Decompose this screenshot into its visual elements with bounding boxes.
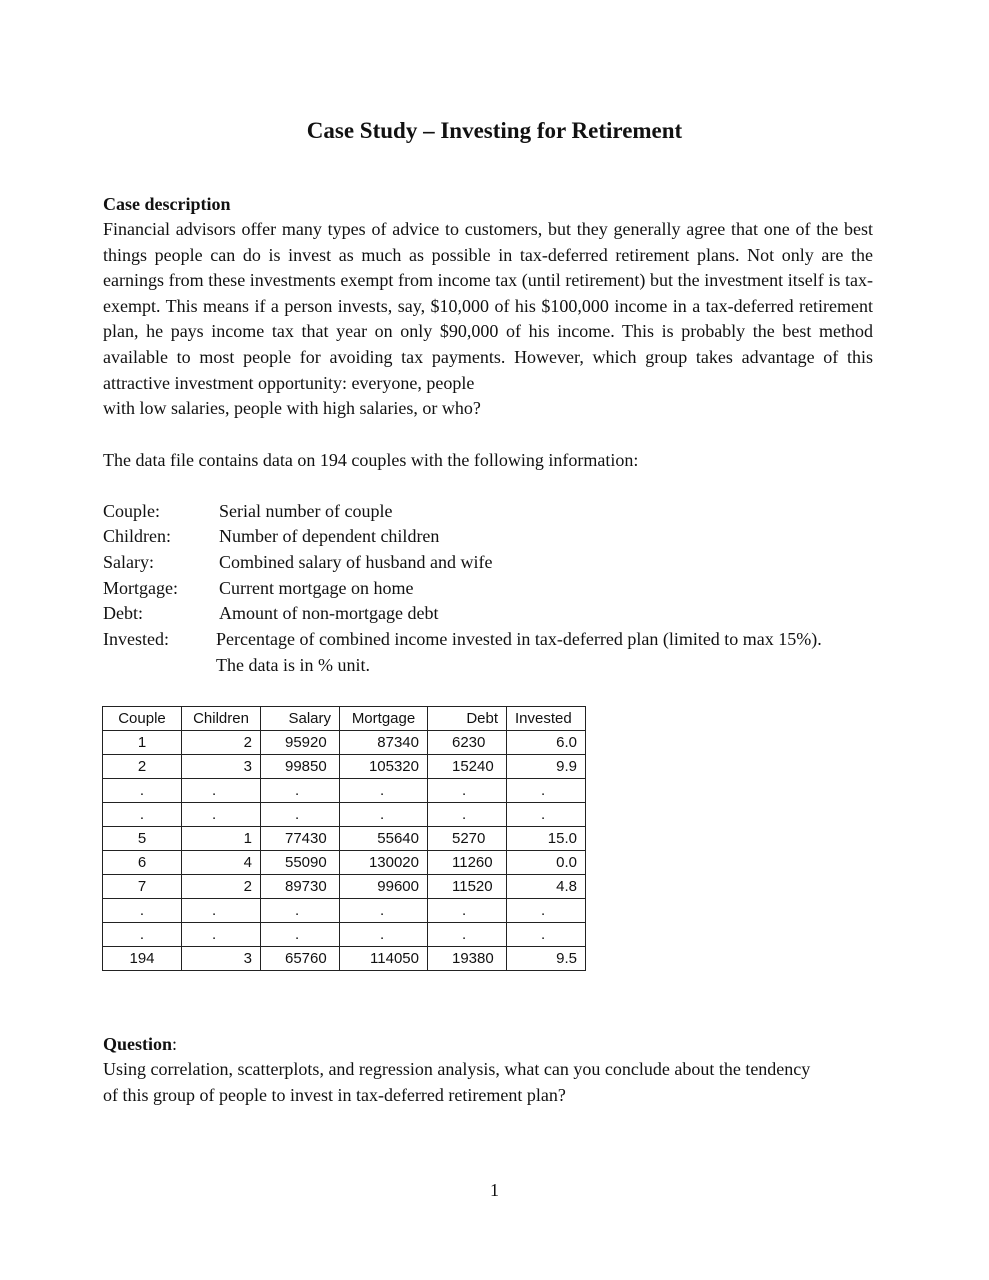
table-cell: 2 <box>103 755 182 779</box>
case-description-heading: Case description <box>103 194 231 214</box>
table-cell: . <box>507 779 586 803</box>
table-cell: 15.0 <box>507 827 586 851</box>
case-description-paragraph <box>103 217 873 422</box>
table-cell: 95920 <box>261 731 340 755</box>
table-cell: 4.8 <box>507 875 586 899</box>
definition-desc: Serial number of couple <box>219 501 393 521</box>
table-cell: . <box>182 899 261 923</box>
question-text-last-line: of this group of people to invest in tax-deferred retirement plan? <box>103 1084 566 1105</box>
table-cell: 55090 <box>261 851 340 875</box>
table-cell: . <box>507 803 586 827</box>
table-row <box>103 755 586 779</box>
table-row-ellipsis <box>103 803 586 827</box>
table-cell: . <box>182 779 261 803</box>
table-row <box>103 827 586 851</box>
page-number: 1 <box>490 1180 499 1200</box>
table-cell: 87340 <box>340 731 428 755</box>
table-cell: 77430 <box>261 827 340 851</box>
table-cell: 114050 <box>340 947 428 971</box>
definition-desc: Amount of non-mortgage debt <box>219 603 439 623</box>
table-cell: 3 <box>182 947 261 971</box>
table-row <box>103 947 586 971</box>
table-cell: 3 <box>182 755 261 779</box>
table-cell: 5270 <box>428 827 507 851</box>
table-cell: 6.0 <box>507 731 586 755</box>
table-cell: 0.0 <box>507 851 586 875</box>
table-cell: . <box>261 923 340 947</box>
data-table <box>102 706 586 971</box>
question-text: Using correlation, scatterplots, and regression analysis, what can you conclude about the tendency <box>103 1059 811 1079</box>
table-row-ellipsis <box>103 779 586 803</box>
table-cell: . <box>261 779 340 803</box>
definition-term: Children: <box>103 526 171 546</box>
table-cell: . <box>428 899 507 923</box>
definition-desc: Number of dependent children <box>219 526 440 546</box>
table-cell: 89730 <box>261 875 340 899</box>
question-paragraph <box>103 1057 873 1108</box>
definition-desc: Current mortgage on home <box>219 578 414 598</box>
definition-desc: Percentage of combined income invested in tax-deferred plan (limited to max 15%). <box>216 629 822 649</box>
table-cell: 1 <box>103 731 182 755</box>
table-cell: . <box>103 803 182 827</box>
table-cell: . <box>182 803 261 827</box>
column-header-mortgage: Mortgage <box>340 707 428 731</box>
table-cell: 6230 <box>428 731 507 755</box>
table-row-ellipsis <box>103 923 586 947</box>
column-header-debt: Debt <box>428 707 507 731</box>
table-cell: . <box>103 899 182 923</box>
table-cell: 6 <box>103 851 182 875</box>
table-cell: 99850 <box>261 755 340 779</box>
table-cell: . <box>103 923 182 947</box>
table-cell: . <box>340 803 428 827</box>
table-cell: 55640 <box>340 827 428 851</box>
table-cell: . <box>182 923 261 947</box>
question-heading-line <box>103 1032 177 1057</box>
column-header-couple: Couple <box>103 707 182 731</box>
table-cell: 2 <box>182 731 261 755</box>
column-header-children: Children <box>182 707 261 731</box>
table-cell: . <box>507 899 586 923</box>
table-cell: . <box>428 803 507 827</box>
table-cell: 2 <box>182 875 261 899</box>
table-cell: . <box>428 779 507 803</box>
table-cell: 4 <box>182 851 261 875</box>
column-header-salary: Salary <box>261 707 340 731</box>
document-title: Case Study – Investing for Retirement <box>306 118 683 143</box>
table-cell: 194 <box>103 947 182 971</box>
table-cell: . <box>340 899 428 923</box>
definition-term: Invested: <box>103 629 169 649</box>
table-cell: . <box>103 779 182 803</box>
table-cell: . <box>340 923 428 947</box>
question-heading: Question <box>103 1034 173 1054</box>
table-cell: 5 <box>103 827 182 851</box>
case-description-body: Financial advisors offer many types of advice to customers, but they generally agree that one of the best things people can do is invest as much as possible in tax-deferred retirement plans. Not only are the earnings from these investments exempt from income tax (until retirement) but the investment itself is tax-exempt. This means if a person invests, say, $10,000 of his $100,000 income in a tax-deferred retirement plan, he pays income tax that year on only $90,000 of his income. This is probably the best method available to most people for avoiding tax payments. However, which group takes advantage of this attractive investment opportunity: everyone, people <box>103 219 873 393</box>
table-cell: . <box>261 803 340 827</box>
table-cell: 1 <box>182 827 261 851</box>
table-cell: 15240 <box>428 755 507 779</box>
table-row-ellipsis <box>103 899 586 923</box>
table-cell: 11520 <box>428 875 507 899</box>
table-cell: 65760 <box>261 947 340 971</box>
case-description-last-line: with low salaries, people with high salaries, or who? <box>103 398 481 419</box>
table-cell: . <box>340 779 428 803</box>
table-cell: 7 <box>103 875 182 899</box>
question-colon: : <box>172 1034 178 1054</box>
column-header-invested: Invested <box>507 707 586 731</box>
definition-term: Debt: <box>103 603 143 623</box>
definition-term: Mortgage: <box>103 578 178 598</box>
data-intro-text: The data file contains data on 194 couples with the following information: <box>103 450 639 470</box>
table-cell: 105320 <box>340 755 428 779</box>
table-cell: . <box>507 923 586 947</box>
table-cell: 9.9 <box>507 755 586 779</box>
definition-term: Couple: <box>103 501 160 521</box>
definition-desc: Combined salary of husband and wife <box>219 552 493 572</box>
table-cell: 9.5 <box>507 947 586 971</box>
definition-desc-continued: The data is in % unit. <box>216 655 370 675</box>
table-cell: 19380 <box>428 947 507 971</box>
table-cell: 11260 <box>428 851 507 875</box>
table-cell: . <box>428 923 507 947</box>
table-cell: 130020 <box>340 851 428 875</box>
definition-term: Salary: <box>103 552 154 572</box>
table-header-row <box>103 707 586 731</box>
table-row <box>103 731 586 755</box>
table-row <box>103 875 586 899</box>
table-cell: 99600 <box>340 875 428 899</box>
table-row <box>103 851 586 875</box>
table-cell: . <box>261 899 340 923</box>
